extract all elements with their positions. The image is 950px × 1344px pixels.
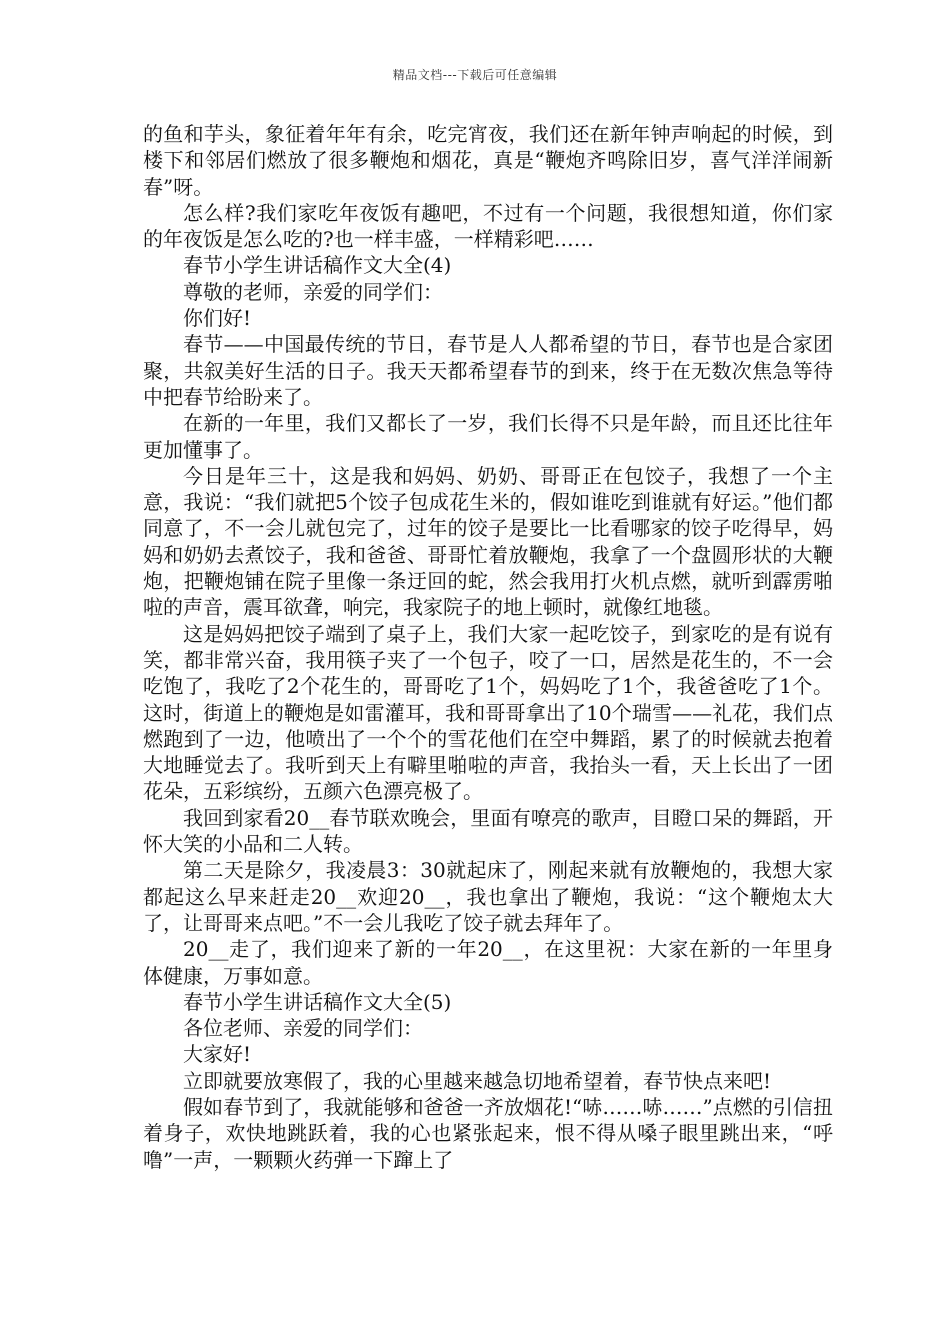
paragraph: 这是妈妈把饺子端到了桌子上，我们大家一起吃饺子，到家吃的是有说有笑，都非常兴奋，我用筷子夹了一个包子，咬了一口，居然是花生的，不一会吃饱了，我吃了2个花生的，哥哥吃了1个，妈妈吃了1个，我爸爸吃了1个。这时，街道上的鞭炮是如雷灌耳，我和哥哥拿出了10个瑞雪——礼花，我们点燃跑到了一边，他喷出了一个个的雪花他们在空中舞蹈，累了的时候就去抱着大地睡觉去了。我听到天上有噼里啪啦的声音，我抬头一看，天上长出了一团花朵，五彩缤纷，五颜六色漂亮极了。: [143, 621, 833, 804]
paragraph: 在新的一年里，我们又都长了一岁，我们长得不只是年龄，而且还比往年更加懂事了。: [143, 411, 833, 462]
paragraph: 我回到家看20__春节联欢晚会，里面有嘹亮的歌声，目瞪口呆的舞蹈，开怀大笑的小品和二人转。: [143, 805, 833, 857]
paragraph: 你们好!: [183, 306, 252, 331]
document-body: [143, 121, 833, 1173]
paragraph: 大家好!: [183, 1042, 252, 1067]
paragraph: 春节小学生讲话稿作文大全(5): [183, 989, 452, 1014]
paragraph: 假如春节到了，我就能够和爸爸一齐放烟花!“哧……哧……”点燃的引信扭着身子，欢快地跳跃着，我的心也紧张起来，恨不得从嗓子眼里跳出来，“呼噜”一声，一颗颗火药弹一下蹿上了: [143, 1094, 833, 1172]
paragraph: 各位老师、亲爱的同学们：: [183, 1016, 423, 1041]
paragraph: 20__走了，我们迎来了新的一年20__，在这里祝：大家在新的一年里身体健康，万事如意。: [143, 937, 833, 988]
paragraph: 春节——中国最传统的节日，春节是人人都希望的节日，春节也是合家团聚，共叙美好生活的日子。我天天都希望春节的到来，终于在无数次焦急等待中把春节给盼来了。: [143, 332, 833, 409]
page-header: 精品文档---下载后可任意编辑: [392, 68, 558, 82]
paragraph: 今日是年三十，这是我和妈妈、奶奶、哥哥正在包饺子，我想了一个主意，我说：“我们就把5个饺子包成花生米的，假如谁吃到谁就有好运。”他们都同意了，不一会儿就包完了，过年的饺子是要比一比看哪家的饺子吃得早，妈妈和奶奶去煮饺子，我和爸爸、哥哥忙着放鞭炮，我拿了一个盘圆形状的大鞭炮，把鞭炮铺在院子里像一条迂回的蛇，然会我用打火机点燃，就听到霹雳啪啦的声音，震耳欲聋，响完，我家院子的地上顿时，就像红地毯。: [143, 463, 833, 620]
paragraph: 春节小学生讲话稿作文大全(4): [183, 253, 452, 278]
paragraph: 怎么样?我们家吃年夜饭有趣吧，不过有一个问题，我很想知道，你们家的年夜饭是怎么吃的?也一样丰盛，一样精彩吧……: [143, 200, 833, 252]
paragraph: 第二天是除夕，我凌晨3：30就起床了，刚起来就有放鞭炮的，我想大家都起这么早来赶走20__欢迎20__，我也拿出了鞭炮，我说：“这个鞭炮太大了，让哥哥来点吧。”不一会儿我吃了饺子就去拜年了。: [143, 858, 833, 935]
paragraph: 的鱼和芋头，象征着年年有余，吃完宵夜，我们还在新年钟声响起的时候，到楼下和邻居们燃放了很多鞭炮和烟花，真是“鞭炮齐鸣除旧岁，喜气洋洋闹新春”呀。: [143, 122, 833, 199]
paragraph: 立即就要放寒假了，我的心里越来越急切地希望着，春节快点来吧!: [183, 1068, 772, 1093]
paragraph: 尊敬的老师，亲爱的同学们：: [183, 279, 443, 304]
